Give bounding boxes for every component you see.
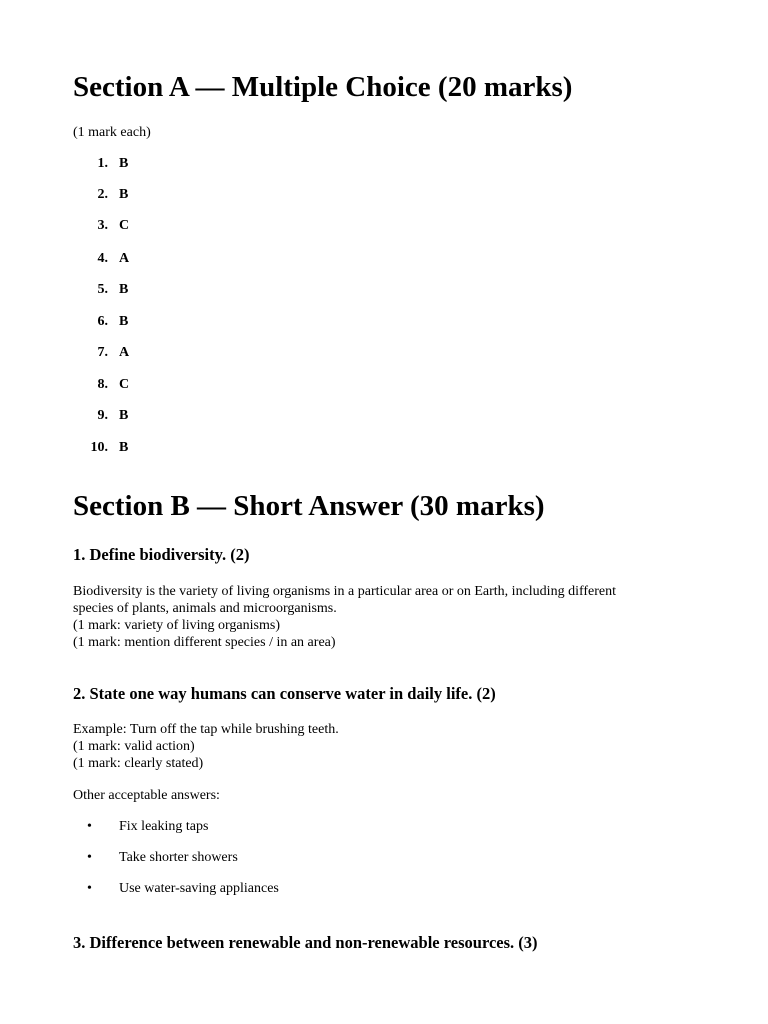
item-answer: B bbox=[119, 314, 129, 329]
bullet-text: Take shorter showers bbox=[119, 850, 238, 865]
item-answer: B bbox=[119, 187, 129, 202]
item-number: 3. bbox=[97, 218, 108, 233]
answer-line: (1 mark: clearly stated) bbox=[73, 756, 204, 771]
question-2-heading: 2. State one way humans can conserve water in daily life. (2) bbox=[73, 684, 496, 703]
bullet-text: Use water-saving appliances bbox=[119, 881, 279, 896]
answer-line: (1 mark: valid action) bbox=[73, 739, 195, 754]
item-answer: B bbox=[119, 440, 129, 455]
item-number: 1. bbox=[97, 156, 108, 171]
item-number: 6. bbox=[97, 314, 108, 329]
item-number: 2. bbox=[97, 187, 108, 202]
item-answer: B bbox=[119, 156, 129, 171]
bullet-icon: • bbox=[87, 881, 92, 896]
item-answer: A bbox=[119, 345, 130, 360]
item-number: 4. bbox=[97, 251, 108, 266]
question-3-heading: 3. Difference between renewable and non-renewable resources. (3) bbox=[73, 933, 538, 952]
section-a-note: (1 mark each) bbox=[73, 125, 151, 140]
question-1-heading: 1. Define biodiversity. (2) bbox=[73, 545, 250, 564]
item-answer: C bbox=[119, 377, 130, 392]
answer-line: (1 mark: mention different species / in an area) bbox=[73, 635, 336, 650]
other-answers-label: Other acceptable answers: bbox=[73, 788, 220, 803]
answer-line: Example: Turn off the tap while brushing teeth. bbox=[73, 722, 339, 737]
item-answer: C bbox=[119, 218, 130, 233]
item-answer: B bbox=[119, 408, 129, 423]
bullet-icon: • bbox=[87, 850, 92, 865]
item-number: 7. bbox=[97, 345, 108, 360]
item-number: 9. bbox=[97, 408, 108, 423]
answer-line: Biodiversity is the variety of living organisms in a particular area or on Earth, including different bbox=[73, 584, 617, 599]
item-number: 8. bbox=[97, 377, 108, 392]
item-answer: B bbox=[119, 282, 129, 297]
section-b-title: Section B — Short Answer (30 marks) bbox=[73, 490, 545, 522]
item-answer: A bbox=[119, 251, 130, 266]
item-number: 10. bbox=[90, 440, 108, 455]
section-a-title: Section A — Multiple Choice (20 marks) bbox=[73, 71, 573, 103]
bullet-icon: • bbox=[87, 819, 92, 834]
answer-line: (1 mark: variety of living organisms) bbox=[73, 618, 280, 633]
item-number: 5. bbox=[97, 282, 108, 297]
bullet-text: Fix leaking taps bbox=[119, 819, 209, 834]
answer-line: species of plants, animals and microorganisms. bbox=[73, 601, 337, 616]
